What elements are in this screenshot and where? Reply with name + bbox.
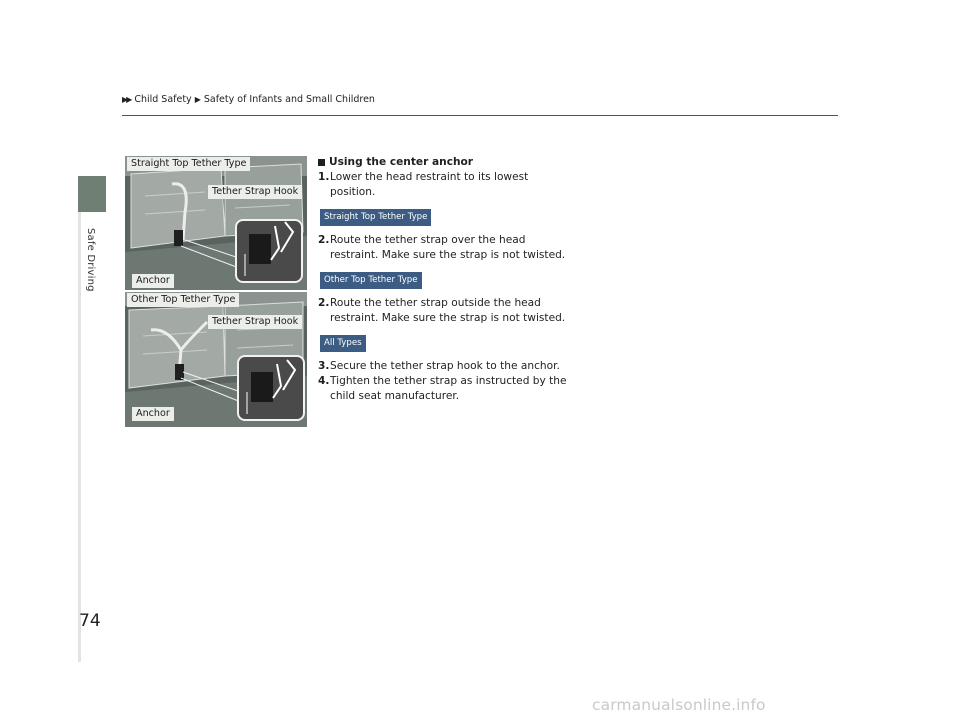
square-bullet-icon — [318, 159, 325, 166]
figure-title: Other Top Tether Type — [127, 293, 239, 307]
step-number: 3. — [318, 360, 330, 372]
figure-straight-tether — [125, 156, 307, 290]
watermark: carmanualsonline.info — [592, 696, 766, 714]
figure-title: Straight Top Tether Type — [127, 157, 250, 171]
side-tab-marker — [78, 176, 106, 212]
step-text: Route the tether strap over the head restraint. Make sure the strap is not twisted. — [330, 234, 566, 261]
page-number: 74 — [79, 611, 101, 631]
step-number: 1. — [318, 171, 330, 183]
arrow-icon: ▶ — [194, 95, 201, 104]
breadcrumb-topic[interactable]: Safety of Infants and Small Children — [203, 94, 375, 105]
step-number: 2. — [318, 234, 330, 246]
hook-label: Tether Strap Hook — [208, 315, 302, 329]
breadcrumb — [122, 94, 375, 105]
section-heading — [318, 155, 568, 170]
step-3 — [318, 359, 568, 374]
step-1 — [318, 170, 568, 200]
anchor-label: Anchor — [132, 407, 174, 421]
step-number: 4. — [318, 375, 330, 387]
header-rule — [122, 115, 838, 116]
instructions — [318, 155, 568, 404]
double-arrow-icon: ▶▶ — [122, 95, 131, 104]
cargo-illustration — [125, 156, 307, 290]
step-text: Tighten the tether strap as instructed by the child seat manufacturer. — [330, 375, 567, 402]
step-4 — [318, 374, 568, 404]
type-badge-straight: Straight Top Tether Type — [320, 209, 431, 226]
step-text: Lower the head restraint to its lowest position. — [330, 171, 529, 198]
side-tab-line — [78, 212, 81, 662]
step-text: Route the tether strap outside the head restraint. Make sure the strap is not twisted. — [330, 297, 566, 324]
figure-other-tether — [125, 292, 307, 427]
heading-text: Using the center anchor — [329, 156, 474, 168]
step-text: Secure the tether strap hook to the anchor. — [330, 360, 560, 372]
hook-label: Tether Strap Hook — [208, 185, 302, 199]
type-badge-other: Other Top Tether Type — [320, 272, 422, 289]
step-2-other — [318, 296, 568, 326]
step-number: 2. — [318, 297, 330, 309]
breadcrumb-section[interactable]: Child Safety — [134, 94, 192, 105]
step-2-straight — [318, 233, 568, 263]
type-badge-all: All Types — [320, 335, 366, 352]
side-section-label: Safe Driving — [85, 228, 96, 292]
anchor-label: Anchor — [132, 274, 174, 288]
